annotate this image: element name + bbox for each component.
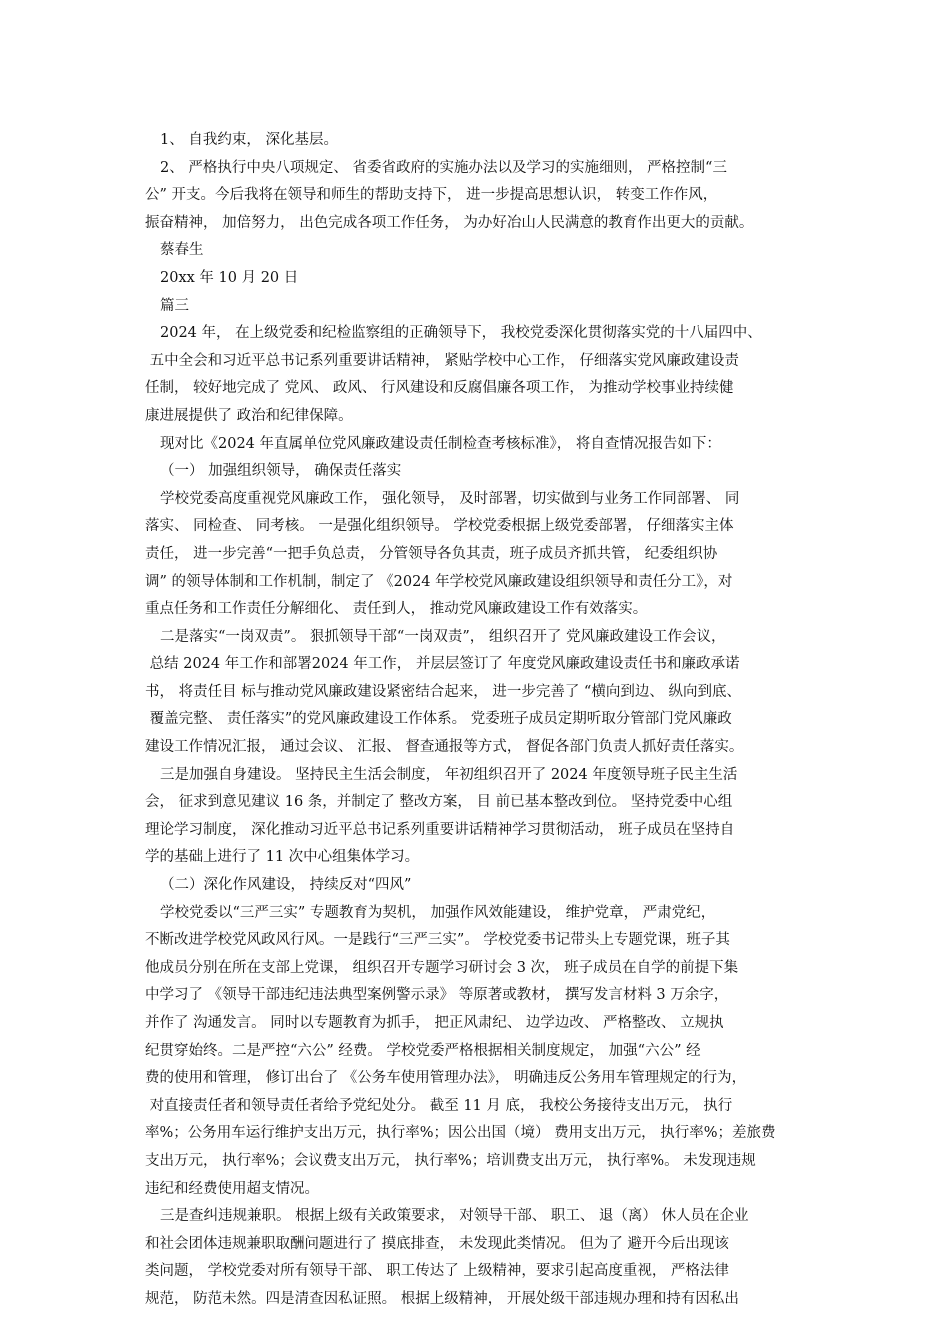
text-line: 违纪和经费使用超支情况。 [145,1180,319,1197]
text-line: 二是落实“一岗双责”。 狠抓领导干部“一岗双责”， 组织召开了 党风廉政建设工作会议， [160,628,726,645]
text-line: 公” 开支。今后我将在领导和师生的帮助支持下， 进一步提高思想认识， 转变工作作风， [145,187,718,204]
text-line: 不断改进学校党风政风行风。一是践行“三严三实”。 学校党委书记带头上专题党课，班子其 [145,932,730,949]
text-line: 1、 自我约束， 深化基层。 [160,132,338,148]
document-page [145,127,811,1314]
text-line: 责任， 进一步完善“一把手负总责， 分管领导各负其责，班子成员齐抓共管， 纪委组织协 [145,545,718,562]
text-line: 理论学习制度， 深化推动习近平总书记系列重要讲话精神学习贯彻活动， 班子成员在坚持自 [145,821,735,838]
text-line: 和社会团体违规兼职取酬问题进行了 摸底排查， 未发现此类情况。 但为了 避开今后出现该 [145,1235,729,1252]
text-line: 2、 严格执行中央八项规定、 省委省政府的实施办法以及学习的实施细则， 严格控制“三 [160,159,727,176]
text-line: 落实、 同检查、 同考核。 一是强化组织领导。 学校党委根据上级党委部署， 仔细落实主体 [145,518,734,535]
text-line: 学校党委高度重视党风廉政工作， 强化领导， 及时部署，切实做到与业务工作同部署、 同 [160,490,740,507]
text-line: 规范， 防范未然。四是清查因私证照。 根据上级精神， 开展处级干部违规办理和持有因私出 [145,1290,739,1307]
text-line: 中学习了 《领导干部违纪违法典型案例警示录》 等原著或教材， 撰写发言材料 3 万余字， [145,987,729,1004]
text-line: 书， 将责任目 标与推动党风廉政建设紧密结合起来， 进一步完善了 “横向到边、 纵向到底、 [145,683,741,700]
text-line: 三是查纠违规兼职。 根据上级有关政策要求， 对领导干部、 职工、 退（离） 休人员在企业 [160,1208,749,1225]
text-line: 重点任务和工作责任分解细化、 责任到人， 推动党风廉政建设工作有效落实。 [145,601,648,618]
text-line: 覆盖完整、 责任落实”的党风廉政建设工作体系。 党委班子成员定期听取分管部门党风廉政 [145,711,732,728]
text-line: 振奋精神， 加倍努力， 出色完成各项工作任务， 为办好冶山人民满意的教育作出更大的贡献。 [145,214,754,231]
text-line: 学校党委以“三严三实” 专题教育为契机， 加强作风效能建设， 维护党章， 严肃党纪， [160,904,716,921]
text-line: 建设工作情况汇报， 通过会议、 汇报、 督查通报等方式， 督促各部门负责人抓好责任落实。 [145,739,744,756]
text-line: 现对比《2024 年直属单位党风廉政建设责任制检查考核标准》， 将自查情况报告如下： [160,435,721,452]
text-line: 20xx 年 10 月 20 日 [160,269,299,286]
text-line: 费的使用和管理， 修订出台了 《公务车使用管理办法》， 明确违反公务用车管理规定的行为， [145,1070,747,1087]
text-line: 康进展提供了 政治和纪律保障。 [145,407,353,424]
text-line: 调” 的领导体制和工作机制，制定了 《2024 年学校党风廉政建设组织领导和责任分工》，对 [145,573,733,590]
text-line: 类问题， 学校党委对所有领导干部、 职工传达了 上级精神，要求引起高度重视， 严格法律 [145,1263,729,1280]
text-line: 率%；公务用车运行维护支出万元，执行率%；因公出国（境） 费用支出万元， 执行率%；差旅费 [145,1125,776,1142]
text-line: （二）深化作风建设， 持续反对“四风” [160,877,412,894]
text-line: 蔡春生 [160,242,204,259]
text-line: 并作了 沟通发言。 同时以专题教育为抓手， 把正风肃纪、 边学边改、 严格整改、 立规执 [145,1015,724,1031]
text-line: 五中全会和习近平总书记系列重要讲话精神， 紧贴学校中心工作， 仔细落实党风廉政建设责 [145,352,739,369]
text-line: 会， 征求到意见建议 16 条，并制定了 整改方案， 目 前已基本整改到位。 坚持党委中心组 [145,794,733,811]
text-line: 任制， 较好地完成了 党风、 政风、 行风建设和反腐倡廉各项工作， 为推动学校事业持续健 [145,380,734,397]
text-line: 纪贯穿始终。二是严控“六公” 经费。 学校党委严格根据相关制度规定， 加强“六公” 经 [145,1042,701,1059]
text-line: 篇三 [160,297,189,314]
text-line: 三是加强自身建设。 坚持民主生活会制度， 年初组织召开了 2024 年度领导班子民主生活 [160,766,738,783]
text-line: 支出万元， 执行率%；会议费支出万元， 执行率%；培训费支出万元， 执行率%。 未发现违规 [145,1152,756,1169]
text-line: 他成员分别在所在支部上党课， 组织召开专题学习研讨会 3 次， 班子成员在自学的前提下集 [145,959,739,976]
text-line: 对直接责任者和领导责任者给予党纪处分。 截至 11 月 底， 我校公务接待支出万元， 执行 [145,1097,733,1114]
text-line: 学的基础上进行了 11 次中心组集体学习。 [145,849,420,866]
text-line: （一） 加强组织领导， 确保责任落实 [160,463,402,480]
text-line: 2024 年， 在上级党委和纪检监察组的正确领导下， 我校党委深化贯彻落实党的十八届四中、 [160,325,762,342]
text-line: 总结 2024 年工作和部署2024 年工作， 并层层签订了 年度党风廉政建设责任书和廉政承诺 [145,656,740,673]
